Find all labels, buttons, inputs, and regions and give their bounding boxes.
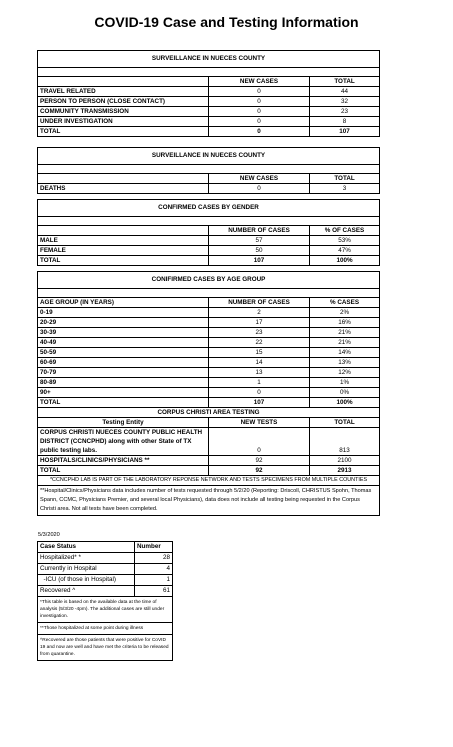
status-label: Hospitalized* *: [38, 553, 135, 564]
col-new-tests: NEW TESTS: [209, 418, 310, 428]
total-row: [38, 466, 380, 476]
testing-heading: CORPUS CHRISTI AREA TESTING: [38, 408, 380, 418]
table-row: [38, 338, 380, 348]
total-label: TOTAL: [38, 256, 209, 266]
row-number: 2: [209, 308, 310, 318]
total-label: TOTAL: [38, 398, 209, 408]
table-row: [38, 87, 380, 97]
table-row: [38, 428, 380, 456]
testing-note-1: *CCNCPHD LAB IS PART OF THE LABORATORY REPONSE NETWORK AND TESTS SPECIMENS FROM MULTIPLE COUNTIES: [38, 476, 380, 486]
col-total: TOTAL: [310, 77, 380, 87]
hospitals-total: 2100: [310, 456, 380, 466]
row-percent: 47%: [310, 246, 380, 256]
total-new: 0: [209, 127, 310, 137]
row-percent: 2%: [310, 308, 380, 318]
row-percent: 21%: [310, 338, 380, 348]
row-number: 23: [209, 328, 310, 338]
row-total: 8: [310, 117, 380, 127]
col-number: Number: [135, 542, 173, 553]
status-footnote-2: **Those hospitalized at some point during illness: [38, 623, 173, 635]
row-percent: 14%: [310, 348, 380, 358]
row-label: 80-89: [38, 378, 209, 388]
row-number: 14: [209, 358, 310, 368]
table-row: [38, 456, 380, 466]
row-label: 50-59: [38, 348, 209, 358]
status-value: 1: [135, 575, 173, 586]
total-row: [38, 398, 380, 408]
table-row: [38, 378, 380, 388]
row-number: 50: [209, 246, 310, 256]
table-row: [38, 236, 380, 246]
table-row: [38, 107, 380, 117]
col-percent-of-cases: % OF CASES: [310, 226, 380, 236]
row-number: 0: [209, 388, 310, 398]
col-number-of-cases: NUMBER OF CASES: [209, 226, 310, 236]
case-status-table: [37, 541, 173, 661]
col-age-group: AGE GROUP (IN YEARS): [38, 298, 209, 308]
row-percent: 0%: [310, 388, 380, 398]
row-label: 30-39: [38, 328, 209, 338]
total-percent: 100%: [310, 398, 380, 408]
table-row: [38, 368, 380, 378]
status-value: 28: [135, 553, 173, 564]
table-row: [38, 553, 173, 564]
hospitals-new: 92: [209, 456, 310, 466]
total-row: [38, 256, 380, 266]
col-total: TOTAL: [310, 174, 380, 184]
row-percent: 53%: [310, 236, 380, 246]
row-number: 13: [209, 368, 310, 378]
row-number: 1: [209, 378, 310, 388]
table-row: [38, 117, 380, 127]
row-label: FEMALE: [38, 246, 209, 256]
deaths-new: 0: [209, 184, 310, 194]
table-row: [38, 328, 380, 338]
status-value: 61: [135, 586, 173, 597]
total-percent: 100%: [310, 256, 380, 266]
total-label: TOTAL: [38, 127, 209, 137]
ccncphd-new: 0: [209, 428, 310, 456]
table-row: [38, 564, 173, 575]
row-label: PERSON TO PERSON (CLOSE CONTACT): [38, 97, 209, 107]
table-row: [38, 388, 380, 398]
row-label: 90+: [38, 388, 209, 398]
table-row: [38, 318, 380, 328]
age-table: [37, 271, 380, 516]
total-total: 107: [310, 127, 380, 137]
status-label: -ICU (of those in Hospital): [38, 575, 135, 586]
table-row: [38, 97, 380, 107]
deaths-table: [37, 147, 380, 194]
deaths-label: DEATHS: [38, 184, 209, 194]
surveillance-heading: SURVEILLANCE IN NUECES COUNTY: [38, 51, 380, 68]
table-row: [38, 308, 380, 318]
row-number: 15: [209, 348, 310, 358]
row-label: 60-69: [38, 358, 209, 368]
col-total: TOTAL: [310, 418, 380, 428]
table-row: [38, 246, 380, 256]
total-row: [38, 127, 380, 137]
col-case-status: Case Status: [38, 542, 135, 553]
table-row: [38, 575, 173, 586]
table-row: [38, 358, 380, 368]
status-footnote-3: ^Recovered are those patients that were positive for CoVID 19 and now are well and have met the criteria to be released from quarantine.: [38, 635, 173, 661]
row-number: 57: [209, 236, 310, 246]
row-label: MALE: [38, 236, 209, 246]
row-new: 0: [209, 117, 310, 127]
status-value: 4: [135, 564, 173, 575]
col-number-of-cases: NUMBER OF CASES: [209, 298, 310, 308]
total-number: 107: [209, 398, 310, 408]
row-label: UNDER INVESTIGATION: [38, 117, 209, 127]
row-label: 20-29: [38, 318, 209, 328]
hospitals-label: HOSPITALS/CLINICS/PHYSICIANS **: [38, 456, 209, 466]
table-row: [38, 184, 380, 194]
status-label: Recovered ^: [38, 586, 135, 597]
row-percent: 21%: [310, 328, 380, 338]
col-new-cases: NEW CASES: [209, 174, 310, 184]
ccncphd-label: CORPUS CHRISTI NUECES COUNTY PUBLIC HEALTH DISTRICT (CCNCPHD) along with other State of TX public testing labs.: [38, 428, 209, 456]
testing-note-2: **Hospital/Clinics/Physicians data includes number of tests requested through 5/2/20 (Reporting: Driscoll, CHRISTUS Spohn, Thomas Spann, CCMC, Physicians Premier, and several local Physicians), data does not include all testing being requested in the Corpus Christi area. Not all tests have been completed.: [38, 486, 380, 516]
table-row: [38, 348, 380, 358]
ccncphd-total: 813: [310, 428, 380, 456]
row-number: 22: [209, 338, 310, 348]
status-label: Currently in Hospital: [38, 564, 135, 575]
testing-total-total: 2913: [310, 466, 380, 476]
row-new: 0: [209, 107, 310, 117]
col-new-cases: NEW CASES: [209, 77, 310, 87]
row-new: 0: [209, 97, 310, 107]
deaths-heading: SURVEILLANCE IN NUECES COUNTY: [38, 148, 380, 165]
row-percent: 12%: [310, 368, 380, 378]
deaths-total: 3: [310, 184, 380, 194]
row-percent: 1%: [310, 378, 380, 388]
row-total: 44: [310, 87, 380, 97]
row-new: 0: [209, 87, 310, 97]
testing-total-label: TOTAL: [38, 466, 209, 476]
gender-heading: CONFIRMED CASES BY GENDER: [38, 200, 380, 217]
status-date: 5/3/2020: [38, 532, 60, 538]
table-row: [38, 586, 173, 597]
col-percent-cases: % CASES: [310, 298, 380, 308]
page-title: COVID-19 Case and Testing Information: [94, 14, 359, 30]
status-footnote-1: *This table is based on the available data at the time of analysis (5/3/20 -4pm). The additional cases are still under investigation.: [38, 597, 173, 623]
row-percent: 16%: [310, 318, 380, 328]
surveillance-table: [37, 50, 380, 137]
row-label: 70-79: [38, 368, 209, 378]
row-label: TRAVEL RELATED: [38, 87, 209, 97]
row-label: 0-19: [38, 308, 209, 318]
row-number: 17: [209, 318, 310, 328]
row-total: 23: [310, 107, 380, 117]
gender-table: [37, 199, 380, 266]
testing-total-new: 92: [209, 466, 310, 476]
row-total: 32: [310, 97, 380, 107]
col-testing-entity: Testing Entity: [38, 418, 209, 428]
age-heading: CONIFIRMED CASES BY AGE GROUP: [38, 272, 380, 289]
row-percent: 13%: [310, 358, 380, 368]
row-label: 40-49: [38, 338, 209, 348]
row-label: COMMUNITY TRANSMISSION: [38, 107, 209, 117]
total-number: 107: [209, 256, 310, 266]
